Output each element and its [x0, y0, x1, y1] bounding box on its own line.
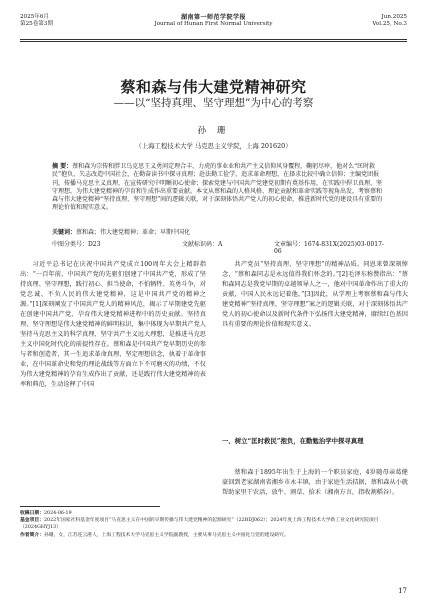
document-code: 文献标识码：A: [182, 241, 223, 248]
body-column-right: [222, 260, 408, 330]
body-paragraph: 蔡和森于1895年出生于上海的一个职员家庭，4岁随母亲葛健豪回到老家湖南省湘乡市永丰镇，由于家庭生活拮据，蔡和森从小就帮助家里干农活，放牛、割草、拾禾（湘南方言，指收割稻谷）。: [222, 469, 408, 496]
footnote-rule: [20, 506, 160, 507]
footnote-bio: 作者简介：孙珊，女，江苏连云港人，上海工程技术大学马克思主义学院副教授，主要从事马克思主义中国化与党的建设研究。: [20, 531, 289, 538]
article-number: 文章编号：1674-831X(2025)03-0017-06: [274, 241, 384, 255]
footnote-received: 收稿日期：2024-06-19: [20, 510, 72, 516]
article-author: 孙 珊: [197, 126, 230, 136]
issue-date: 2025年6月: [20, 14, 49, 20]
section-body: [222, 468, 408, 498]
journal-name-cn: 湖南第一师范学院学报: [180, 14, 246, 21]
header-rule-thick: [20, 39, 407, 40]
page-number: 17: [398, 587, 407, 595]
keywords: [52, 229, 387, 237]
author-affiliation: （上海工程技术大学 马克思主义学院，上海 201620）: [135, 142, 292, 150]
issue-date-en: Jun.2025: [381, 14, 407, 20]
body-paragraph: 习近平总书记在庆祝中国共产党成立100周年大会上精辟指出：“一百年前，中国共产党的先驱们创建了中国共产党，形成了坚持真理、坚守理想，践行初心、担当使命，不怕牺牲、英勇斗争，对党忠诚、不负人民的伟大建党精神，这是中国共产党的精神之源。”[1]深刻阐发了中国共产党人的精神风范，揭示了早期建党先驱在创建中国共产党、孕育伟大建党精神进程中的历史贡献。坚持真理、坚守理想是伟大建党精神的鲜明标识，集中体现为早期共产党人坚持马克思主义的科学真理、坚守共产主义远大理想，是推进马克思主义中国化时代化的前提性存在。蔡和森是中国共产党早期历史的参与者和创造者，其一生追求革命真理、坚定理想信念，执着于革命事业，在中国革命史和党的理论战线等方面立下不可磨灭的功绩，不仅为伟大建党精神的孕育生成作出了贡献，还是践行伟大建党精神的表率和典范，生动诠释了中国: [20, 261, 206, 388]
journal-name-en: Journal of Hunan First Normal University: [154, 21, 273, 27]
footnote: [20, 510, 407, 539]
clc-number: 中图分类号：D23: [52, 241, 101, 248]
body-paragraph: 共产党员“坚持真理、坚守理想”的精神品质。同恩来曾深刻悼念，“蔡和森同志是永远值得我们怀念的。”[2]毛泽东称赞指出：“蔡和森同志是我党早期的卓越领导人之一，他对中国革命作出了重大的贡献，中国人民永远记着他。”[3]因此，从学理上考察蔡和森与伟大建党精神“坚持真理、坚守理想”案之的逻辑关联，对于深刻体悟共产党人的初心使命以及新时代条件下弘扬伟大建党精神，赓续红色基因具有重要的理论价值和现实意义。: [222, 261, 408, 328]
issue-volume-en: Vol.25, No.3: [372, 21, 407, 27]
footnote-fund: 基金项目：2022年国家社科基金年度项目“马克思主义在中国的早期传播与伟大建党精神的起源研究”（22BDJ062）；2024年度上海工程技术大学新工业文化研究院项目（2024GHYJ13）: [20, 517, 379, 531]
body-column-left: [20, 260, 206, 390]
abstract: [52, 163, 387, 213]
abstract-label: 摘 要：: [52, 163, 73, 170]
keywords-text: 蔡和森；伟大建党精神；革命；早期中国化: [76, 229, 191, 236]
issue-volume: 第25卷第3期: [20, 21, 54, 27]
section-heading: 一、树立“匡时救民”抱负，在勤勉治学中探寻真理: [222, 437, 364, 445]
article-subtitle: ——以“坚持真理、坚守理想”为中心的考察: [113, 97, 314, 109]
header-rule-thin: [20, 41, 407, 42]
article-title: 蔡和森与伟大建党精神研究: [120, 78, 307, 96]
running-header: [20, 14, 407, 38]
header-right: [372, 14, 407, 28]
abstract-text: 蔡和森为宗传和胖卫乌克思王义勇问定理合丰，力虎的事业业和共产主义信仰风身覆程，鞠躬尽瘁，他对么“匡时救民”抱负，矢志改造中国社会，在勤奋读书中探寻真理；赴法勤工俭学，追求革命理想，在择求比较中确立信仰；主编党团报刊，传播马克思主义真理，在宣传研究中明晰初心使命；探索党建与中国共产党建党初期有奠基作用，在实践中捍卫真理、坚守理想，为伟大建党精神的孕育和生成作出重要贡献。本文从蔡和森的人格风格、理论贡献和革命实践等视角出发，考察蔡和森与伟大建党精神“坚持真理、坚守理想”间的逻辑关联，对于深刻体悟共产党人的初心使命，推进新时代党的建设具有重要的理论价值和现实意义。: [52, 163, 383, 212]
header-center: [20, 14, 407, 28]
keywords-label: 关键词：: [52, 229, 77, 236]
